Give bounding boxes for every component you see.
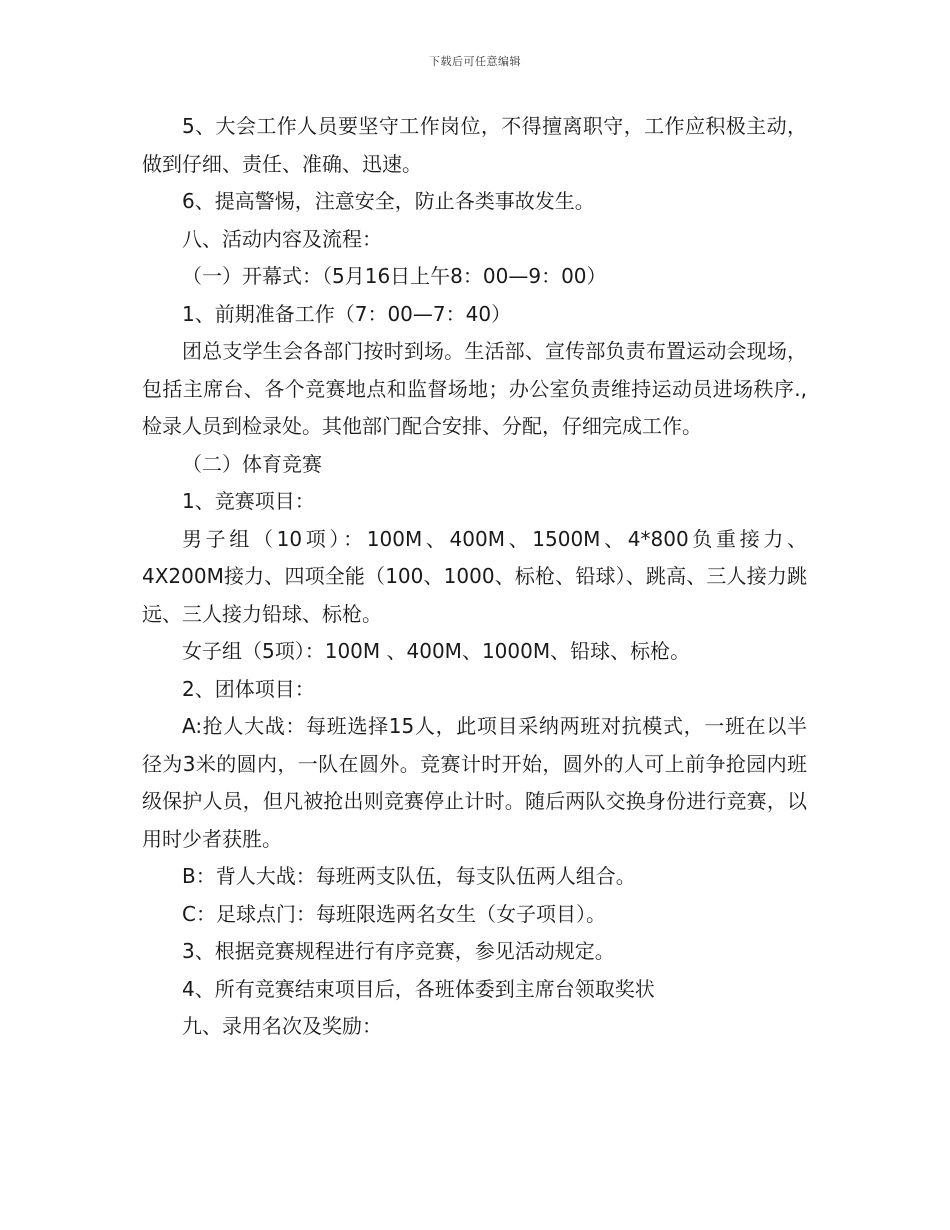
competition-events-title: 1、竞赛项目： xyxy=(182,489,315,513)
team-event-c: C：足球点门：每班限选两名女生（女子项目）。 xyxy=(182,901,606,926)
page-header-watermark: 下载后可任意编辑 xyxy=(429,55,521,68)
subsection-opening-ceremony: （一）开幕式：（5月16日上午8：00—9：00） xyxy=(182,264,607,288)
competition-rule-4: 4、所有竞赛结束项目后，各班体委到主席台领取奖状 xyxy=(182,976,655,1001)
rule-item-6: 6、提高警惕，注意安全，防止各类事故发生。 xyxy=(182,189,595,213)
section-heading-9: 九、录用名次及奖励： xyxy=(182,1014,382,1038)
subsection-sports-competition: （二）体育竞赛 xyxy=(182,451,322,476)
document-body xyxy=(142,108,807,1046)
rule-item-5: 5、大会工作人员要坚守工作岗位，不得擅离职守，工作应积极主动，做到仔细、责任、准确、迅速。 xyxy=(142,114,807,176)
prep-work-item: 1、前期准备工作（7：00—7：40） xyxy=(182,301,512,326)
prep-work-description: 团总支学生会各部门按时到场。生活部、宣传部负责布置运动会现场，包括主席台、各个竞赛地点和监督场地；办公室负责维持运动员进场秩序.,检录人员到检录处。其他部门配合安排、分配，仔细完成工作。 xyxy=(142,339,807,438)
team-event-b: B：背人大战：每班两支队伍，每支队伍两人组合。 xyxy=(182,864,636,888)
team-events-title: 2、团体项目： xyxy=(182,676,315,701)
team-event-a: A:抢人大战：每班选择15人，此项目采纳两班对抗模式，一班在以半径为3米的圆内，一队在圆外。竞赛计时开始，圆外的人可上前争抢园内班级保护人员，但凡被抢出则竞赛停止计时。随后两队交换身份进行竞赛，以用时少者获胜。 xyxy=(142,714,807,851)
mens-events: 男子组（10项）：100M、400M、1500M、4*800负重接力、4X200M接力、四项全能（100、1000、标枪、铅球）、跳高、三人接力跳远、三人接力铅球、标枪。 xyxy=(142,526,807,626)
section-heading-8: 八、活动内容及流程： xyxy=(182,226,382,251)
competition-rule-3: 3、根据竞赛规程进行有序竞赛，参见活动规定。 xyxy=(182,939,615,963)
womens-events: 女子组（5项）：100M 、400M、1000M、铅球、标枪。 xyxy=(182,639,691,663)
